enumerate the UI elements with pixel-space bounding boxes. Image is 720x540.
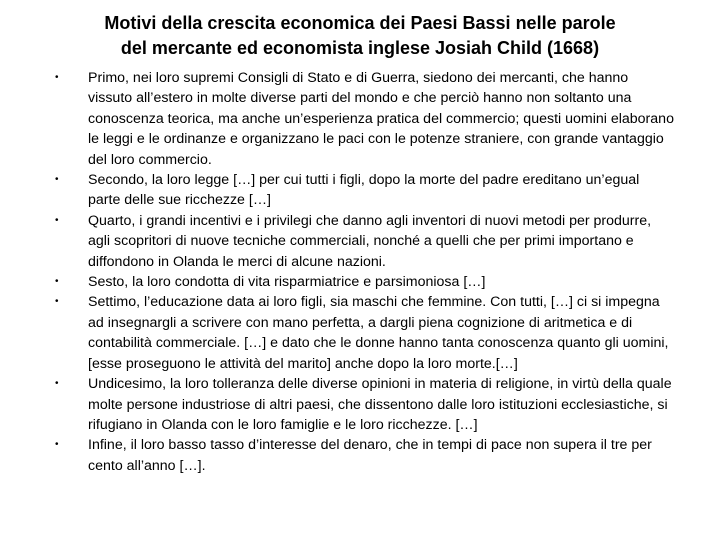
bullet-item-undicesimo <box>55 374 675 435</box>
bullet-text: Undicesimo, la loro tolleranza delle diverse opinioni in materia di religione, in virtù della quale molte persone industriose di altri paesi, che dissentono dalle loro istituzioni ecclesiastiche, si rifugiano in Olanda con le loro famiglie e le loro ricchezze. […] <box>88 376 672 433</box>
title-line-2: del mercante ed economista inglese Josiah Child (1668) <box>120 38 600 58</box>
bullet-item-quarto <box>55 211 675 272</box>
bullet-list <box>55 68 675 476</box>
bullet-item-sesto <box>55 272 675 292</box>
bullet-text: Primo, nei loro supremi Consigli di Stato e di Guerra, siedono dei mercanti, che hanno vissuto all’estero in molte diverse parti del mondo e che perciò hanno non soltanto una conoscenza teorica, ma anche un’esperienza pratica del commercio; questi uomini elaborano le leggi e le ordinanze e organizzano le paci con le potenze straniere, con grande vantaggio del loro commercio. <box>88 70 674 168</box>
bullet-item-secondo <box>55 170 675 211</box>
title-line-1: Motivi della crescita economica dei Paesi Bassi nelle parole <box>104 13 616 33</box>
bullet-item-infine <box>55 435 675 476</box>
bullet-text: Quarto, i grandi incentivi e i privilegi che danno agli inventori di nuovi metodi per produrre, agli scopritori di nuove tecniche commerciali, nonché a quelli che per primi importano e diffondono in Olanda le merci di alcune nazioni. <box>88 212 652 270</box>
bullet-text: Settimo, l’educazione data ai loro figli, sia maschi che femmine. Con tutti, […] ci si impegna ad insegnargli a scrivere con mano perfetta, a dargli piena cognizione di aritmetica e di contabilità commerciale. […] e dato che le donne hanno tanta conoscenza quanto gli uomini, [esse proseguono le attività del marito] anche dopo la loro morte.[…] <box>88 294 669 372</box>
bullet-text: Infine, il loro basso tasso d’interesse del denaro, che in tempi di pace non supera il tre per cento all’anno […]. <box>88 437 652 474</box>
bullet-text: Sesto, la loro condotta di vita risparmiatrice e parsimoniosa […] <box>88 274 486 291</box>
bullet-marker: • <box>55 72 59 83</box>
bullet-marker: • <box>55 378 59 390</box>
bullet-marker: • <box>55 174 59 186</box>
bullet-marker: • <box>55 296 59 308</box>
bullet-item-primo <box>55 68 675 170</box>
bullet-text: Secondo, la loro legge […] per cui tutti i figli, dopo la morte del padre ereditano un’egual parte delle sue ricchezze […] <box>88 172 640 209</box>
bullet-marker: • <box>55 276 59 288</box>
slide-title <box>40 11 680 61</box>
bullet-item-settimo <box>55 292 675 374</box>
bullet-marker: • <box>55 439 59 451</box>
bullet-marker: • <box>55 214 59 226</box>
